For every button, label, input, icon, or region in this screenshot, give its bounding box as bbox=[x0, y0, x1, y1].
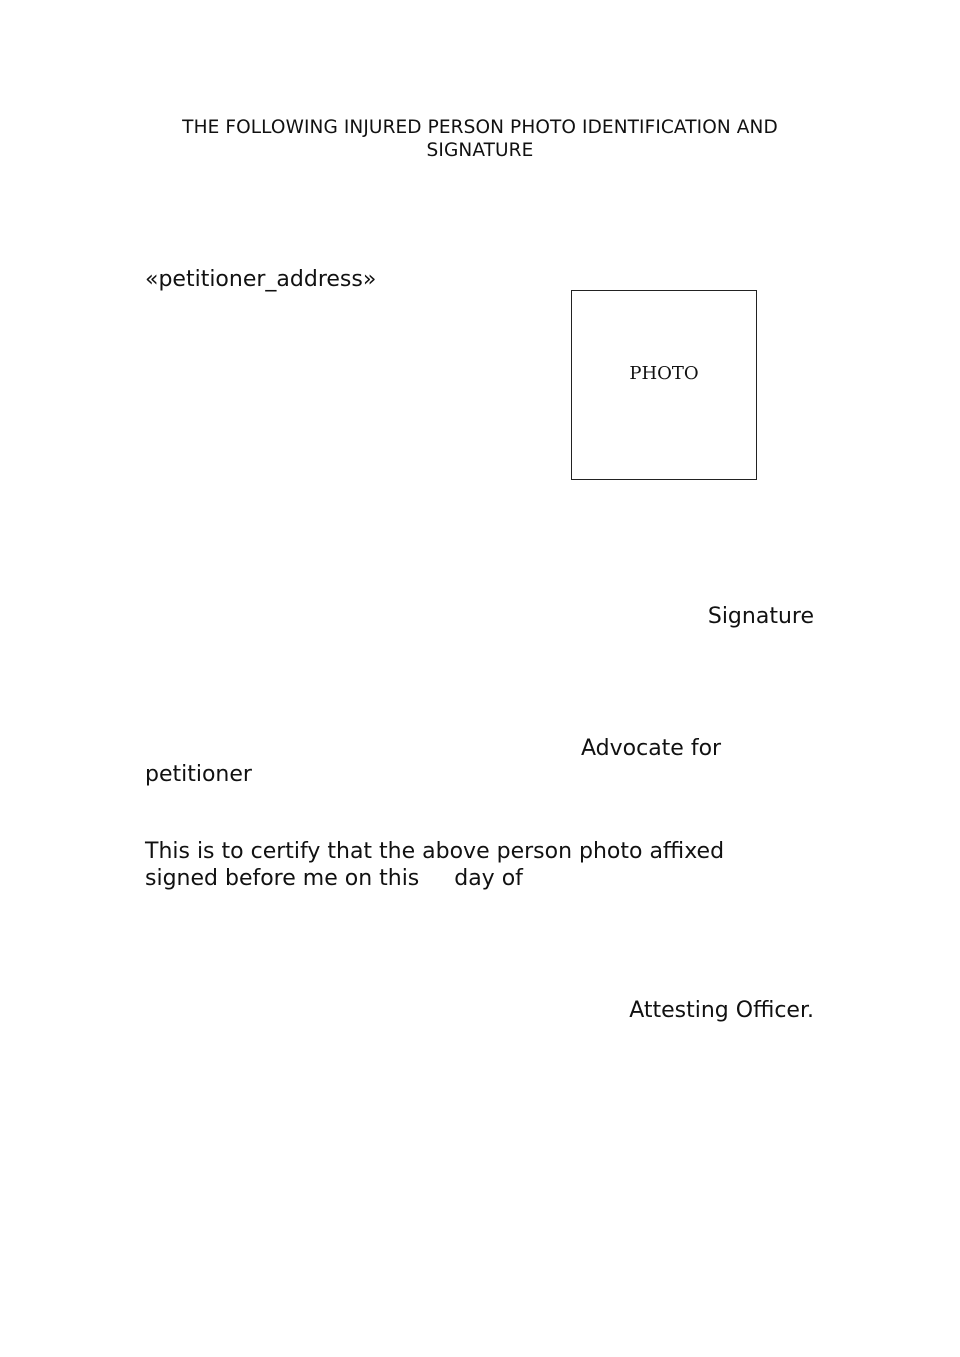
document-title-line-1: THE FOLLOWING INJURED PERSON PHOTO IDENTIFICATION AND bbox=[182, 117, 778, 138]
photo-placeholder-box bbox=[571, 290, 757, 480]
document-title bbox=[150, 116, 810, 162]
signature-label: Signature bbox=[707, 604, 814, 629]
certification-line-1: This is to certify that the above person photo affixed bbox=[145, 839, 725, 864]
photo-label: PHOTO bbox=[629, 363, 699, 384]
advocate-label-line-1: Advocate for bbox=[581, 736, 722, 761]
advocate-label-line-2: petitioner bbox=[145, 762, 252, 787]
petitioner-address-field: «petitioner_address» bbox=[145, 267, 377, 292]
attesting-officer-label: Attesting Officer. bbox=[629, 998, 814, 1023]
document-title-line-2: SIGNATURE bbox=[426, 140, 534, 161]
certification-line-2: signed before me on this day of bbox=[145, 865, 523, 891]
certification-statement bbox=[145, 839, 785, 892]
